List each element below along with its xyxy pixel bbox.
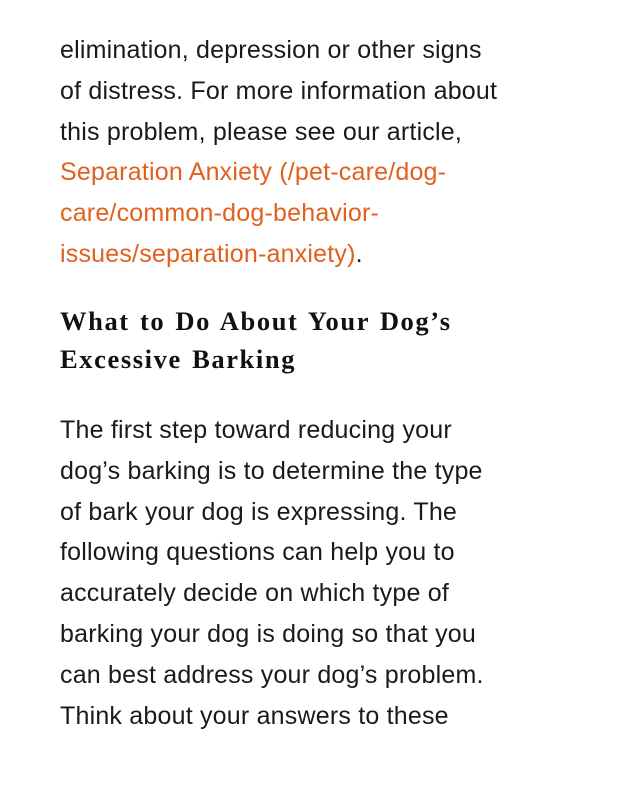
body-line-3: of bark your dog is expressing. The [60, 497, 458, 526]
body-paragraph [60, 410, 484, 736]
body-line-2: dog’s barking is to determine the type [60, 456, 483, 485]
separation-anxiety-link-wrap [60, 152, 497, 193]
intro-paragraph [60, 30, 497, 275]
body-line-5: accurately decide on which type of [60, 579, 449, 608]
body-line-7: can best address your dog’s problem. [60, 660, 484, 689]
section-heading [60, 302, 452, 378]
section-heading-line-2: Excessive Barking [60, 344, 297, 374]
body-line-4: following questions can help you to [60, 538, 455, 567]
separation-anxiety-link-part-3[interactable]: issues/separation-anxiety) [60, 239, 356, 268]
separation-anxiety-link-part-2[interactable]: care/common-dog-behavior- [60, 199, 380, 228]
body-line-6: barking your dog is doing so that you [60, 619, 476, 648]
intro-line-3: this problem, please see our article, [60, 117, 463, 146]
trailing-period: . [355, 239, 363, 268]
separation-anxiety-link-wrap-3 [60, 234, 497, 275]
separation-anxiety-link-part-1[interactable]: Separation Anxiety (/pet-care/dog- [60, 158, 447, 187]
body-line-8: Think about your answers to these [60, 701, 449, 730]
separation-anxiety-link-wrap-2 [60, 193, 497, 234]
section-heading-line-1: What to Do About Your Dog’s [60, 306, 452, 336]
intro-line-2: of distress. For more information about [60, 76, 498, 105]
intro-line-1: elimination, depression or other signs [60, 36, 482, 64]
body-line-1: The first step toward reducing your [60, 416, 452, 444]
